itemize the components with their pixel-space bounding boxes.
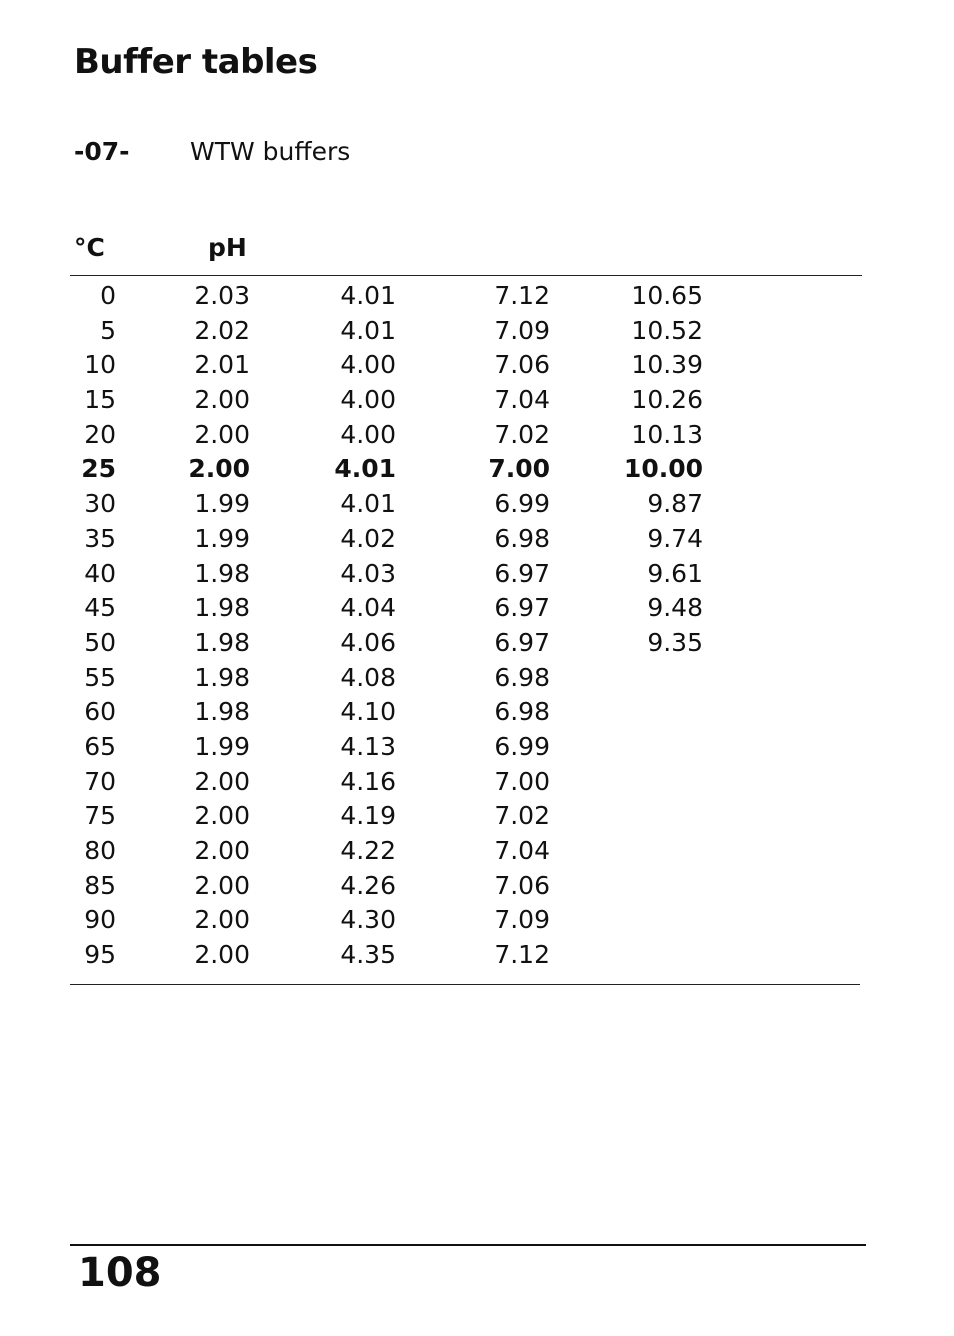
ph-value-cell: 7.02 [494, 419, 550, 449]
ph-value-cell: 1.98 [194, 627, 250, 657]
temperature-cell: 95 [84, 940, 116, 970]
table-row [0, 557, 954, 592]
ph-value-cell: 6.99 [494, 731, 550, 761]
ph-value-cell: 4.01 [334, 454, 396, 484]
table-row [0, 938, 954, 973]
ph-value-cell: 2.00 [194, 385, 250, 415]
table-row [0, 903, 954, 938]
ph-value-cell: 6.97 [494, 627, 550, 657]
ph-value-cell: 2.00 [194, 419, 250, 449]
table-row [0, 626, 954, 661]
table-row [0, 591, 954, 626]
ph-value-cell: 6.98 [494, 662, 550, 692]
ph-value-cell: 10.39 [631, 350, 703, 380]
temperature-cell: 70 [84, 766, 116, 796]
table-row [0, 730, 954, 765]
temperature-cell: 25 [81, 454, 116, 484]
ph-value-cell: 9.48 [647, 593, 703, 623]
table-row [0, 661, 954, 696]
ph-value-cell: 7.06 [494, 870, 550, 900]
temperature-cell: 30 [84, 489, 116, 519]
table-row [0, 348, 954, 383]
ph-value-cell: 1.98 [194, 558, 250, 588]
page-title: Buffer tables [74, 42, 318, 82]
ph-value-cell: 2.00 [194, 766, 250, 796]
ph-value-cell: 10.26 [631, 385, 703, 415]
temperature-cell: 90 [84, 905, 116, 935]
ph-value-cell: 7.12 [494, 940, 550, 970]
temperature-cell: 80 [84, 836, 116, 865]
ph-value-cell: 4.00 [340, 385, 396, 415]
ph-value-cell: 9.35 [647, 627, 703, 657]
temperature-cell: 50 [84, 627, 116, 657]
temperature-cell: 65 [84, 731, 116, 761]
temperature-cell: 40 [84, 558, 116, 588]
ph-value-cell: 1.98 [194, 662, 250, 692]
ph-value-cell: 6.98 [494, 523, 550, 553]
ph-value-cell: 4.00 [340, 419, 396, 449]
ph-value-cell: 2.00 [194, 836, 250, 865]
ph-value-cell: 2.00 [194, 870, 250, 900]
ph-value-cell: 10.65 [631, 281, 703, 310]
ph-value-cell: 10.13 [631, 419, 703, 449]
buffer-table-body [0, 279, 954, 973]
table-top-rule [70, 275, 862, 276]
temperature-cell: 60 [84, 697, 116, 727]
ph-value-cell: 9.87 [647, 489, 703, 519]
ph-value-cell: 1.99 [194, 489, 250, 519]
ph-value-cell: 4.00 [340, 350, 396, 380]
table-row [0, 452, 954, 487]
ph-value-cell: 2.00 [194, 801, 250, 831]
temperature-header: °C [74, 233, 105, 262]
temperature-cell: 85 [84, 870, 116, 900]
page-number: 108 [78, 1250, 162, 1296]
temperature-cell: 0 [100, 281, 116, 310]
ph-value-cell: 2.00 [194, 940, 250, 970]
ph-value-cell: 7.00 [488, 454, 550, 484]
temperature-cell: 55 [84, 662, 116, 692]
buffer-code: -07- [74, 137, 130, 166]
ph-value-cell: 4.04 [340, 593, 396, 623]
ph-value-cell: 4.26 [340, 870, 396, 900]
ph-value-cell: 4.06 [340, 627, 396, 657]
temperature-cell: 45 [84, 593, 116, 623]
ph-value-cell: 9.61 [647, 558, 703, 588]
table-row [0, 695, 954, 730]
ph-value-cell: 7.02 [494, 801, 550, 831]
ph-value-cell: 6.98 [494, 697, 550, 727]
ph-value-cell: 7.12 [494, 281, 550, 310]
table-row [0, 279, 954, 314]
ph-value-cell: 2.00 [188, 454, 250, 484]
ph-value-cell: 10.52 [631, 315, 703, 345]
ph-value-cell: 6.99 [494, 489, 550, 519]
ph-value-cell: 4.35 [340, 940, 396, 970]
table-row [0, 487, 954, 522]
footer-rule [70, 1244, 866, 1246]
ph-value-cell: 4.03 [340, 558, 396, 588]
ph-value-cell: 2.01 [194, 350, 250, 380]
ph-value-cell: 7.04 [494, 385, 550, 415]
ph-value-cell: 6.97 [494, 558, 550, 588]
temperature-cell: 75 [84, 801, 116, 831]
ph-value-cell: 4.01 [340, 489, 396, 519]
ph-value-cell: 4.02 [340, 523, 396, 553]
table-row [0, 314, 954, 349]
table-row [0, 765, 954, 800]
ph-value-cell: 2.02 [194, 315, 250, 345]
ph-value-cell: 4.22 [340, 836, 396, 865]
temperature-cell: 20 [84, 419, 116, 449]
ph-value-cell: 2.00 [194, 905, 250, 935]
ph-value-cell: 7.04 [494, 836, 550, 865]
ph-value-cell: 10.00 [623, 454, 703, 484]
ph-value-cell: 4.10 [340, 697, 396, 727]
ph-value-cell: 7.09 [494, 905, 550, 935]
temperature-cell: 10 [84, 350, 116, 380]
ph-value-cell: 7.00 [494, 766, 550, 796]
temperature-cell: 35 [84, 523, 116, 553]
ph-value-cell: 7.06 [494, 350, 550, 380]
ph-value-cell: 4.01 [340, 315, 396, 345]
table-row [0, 383, 954, 418]
ph-value-cell: 1.98 [194, 593, 250, 623]
ph-value-cell: 1.98 [194, 697, 250, 727]
temperature-cell: 5 [100, 315, 116, 345]
table-bottom-rule [70, 984, 860, 985]
table-row [0, 834, 954, 869]
table-row [0, 418, 954, 453]
ph-value-cell: 2.03 [194, 281, 250, 310]
ph-value-cell: 1.99 [194, 523, 250, 553]
ph-value-cell: 4.16 [340, 766, 396, 796]
ph-value-cell: 4.13 [340, 731, 396, 761]
ph-value-cell: 1.99 [194, 731, 250, 761]
table-row [0, 869, 954, 904]
ph-header: pH [208, 233, 247, 262]
table-row [0, 522, 954, 557]
ph-value-cell: 4.30 [340, 905, 396, 935]
ph-value-cell: 4.08 [340, 662, 396, 692]
buffer-name: WTW buffers [190, 137, 351, 166]
ph-value-cell: 6.97 [494, 593, 550, 623]
ph-value-cell: 7.09 [494, 315, 550, 345]
ph-value-cell: 9.74 [647, 523, 703, 553]
temperature-cell: 15 [84, 385, 116, 415]
table-row [0, 799, 954, 834]
ph-value-cell: 4.19 [340, 801, 396, 831]
ph-value-cell: 4.01 [340, 281, 396, 310]
